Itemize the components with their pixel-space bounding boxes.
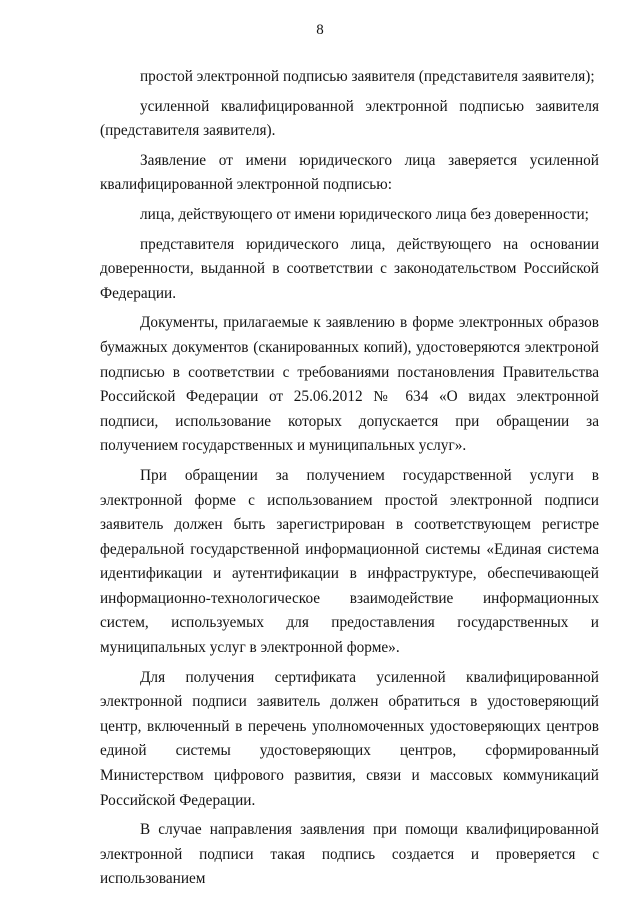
paragraph-simple-signature-registration: При обращении за получением государственной услуги в электронной форме с использованием простой электронной подписи заявитель должен быть зарегистрирован в соответствующем регистре федеральной государственной информационной системы «Единая система идентификации и аутентификации в инфраструктуре, обеспечивающей информационно-технологическое взаимодействие информационных систем, используемых для предоставления государственных и муниципальных услуг в электронной форме». — [100, 466, 599, 657]
paragraph-attached-documents: Документы, прилагаемые к заявлению в форме электронных образов бумажных документов (сканированных копий), удостоверяются электроной подписью в соответствии с требованиями постановления Правительства Российской Федерации от 25.06.2012 № 634 «О видах электронной подписи, использование которых допускается при обращении за получением государственных и муниципальных услуг». — [100, 314, 599, 455]
document-body — [100, 65, 599, 892]
paragraph-enhanced-signature: усиленной квалифицированной электронной подписью заявителя (представителя заявителя). — [100, 97, 599, 140]
paragraph-legal-entity-statement: Заявление от имени юридического лица заверяется усиленной квалифицированной электронной подписью: — [100, 151, 599, 194]
paragraph-qualified-signature-check: В случае направления заявления при помощи квалифицированной электронной подписи такая подпись создается и проверяется с использованием — [100, 821, 599, 888]
paragraph-representative-by-proxy: представителя юридического лица, действующего на основании доверенности, выданной в соответствии с законодательством Российской Федерации. — [100, 235, 599, 302]
paragraph-simple-signature: простой электронной подписью заявителя (представителя заявителя); — [140, 68, 595, 85]
paragraph-person-without-proxy: лица, действующего от имени юридического лица без доверенности; — [140, 205, 589, 223]
paragraph-certificate-center: Для получения сертификата усиленной квалифицированной электронной подписи заявитель должен обратиться в удостоверяющий центр, включенный в перечень уполномоченных удостоверяющих центров единой системы удостоверяющих центров, сформированный Министерством цифрового развития, связи и массовых коммуникаций Российской Федерации. — [100, 668, 599, 809]
page-number: 8 — [316, 22, 324, 38]
